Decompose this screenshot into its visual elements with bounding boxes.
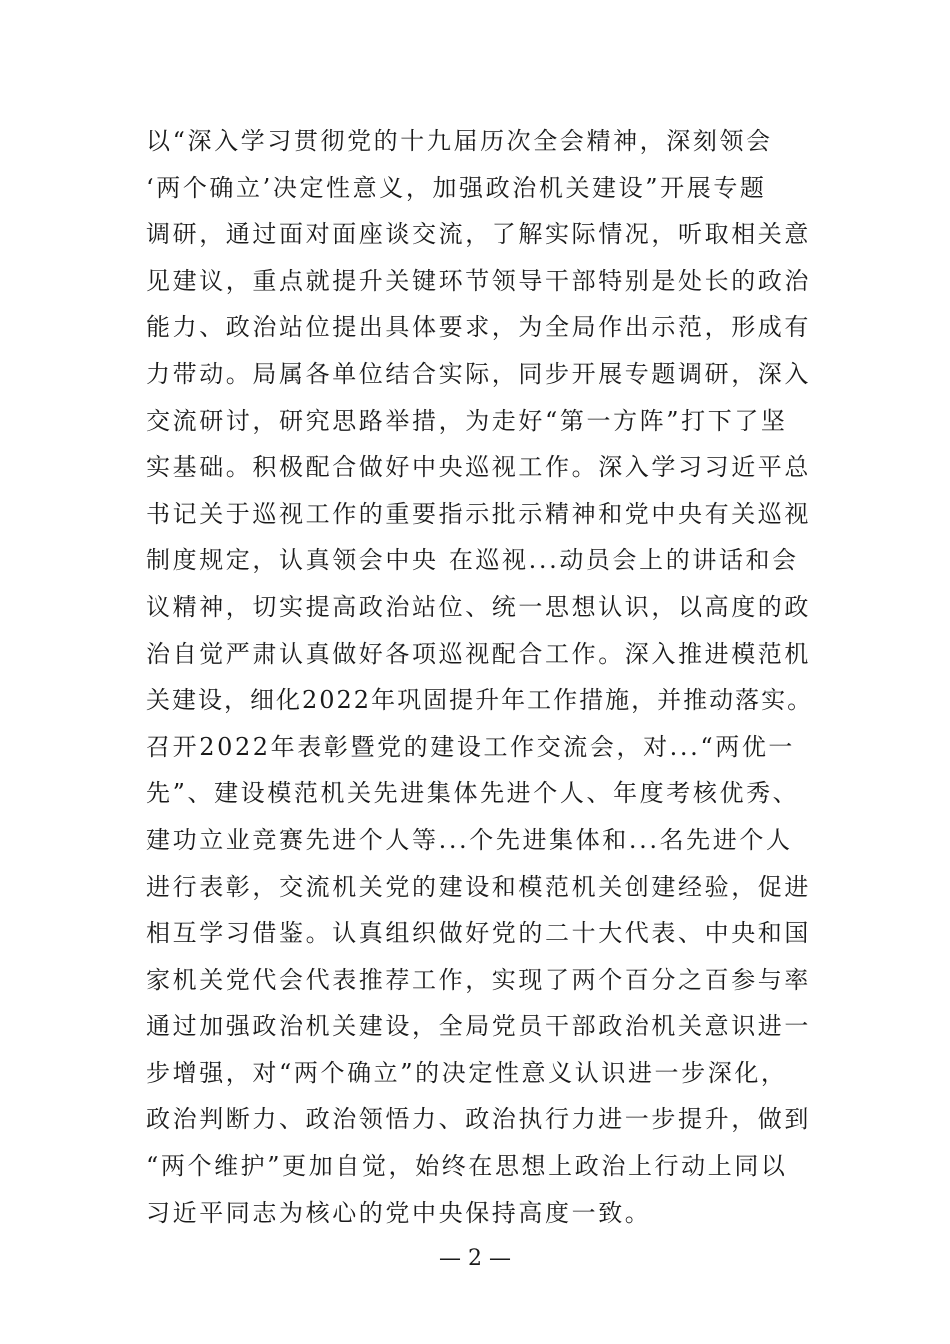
body-text — [146, 118, 816, 1236]
text-line: 交流研讨，研究思路举措，为走好“第一方阵”打下了坚 — [146, 406, 788, 435]
text-line: 书记关于巡视工作的重要指示批示精神和党中央有关巡视 — [146, 499, 811, 528]
text-line: 实基础。积极配合做好中央巡视工作。深入学习习近平总 — [146, 453, 811, 482]
text-line: 力带动。局属各单位结合实际，同步开展专题调研，深入 — [146, 359, 811, 388]
text-line: 关建设，细化2022年巩固提升年工作措施，并推动落实。 — [146, 686, 814, 715]
text-line: 调研，通过面对面座谈交流，了解实际情况，听取相关意 — [146, 220, 811, 249]
text-line: 步增强，对“两个确立”的决定性意义认识进一步深化， — [146, 1058, 788, 1087]
text-line: 政治判断力、政治领悟力、政治执行力进一步提升，做到 — [146, 1105, 811, 1134]
text-line: 以“深入学习贯彻党的十九届历次全会精神，深刻领会 — [146, 127, 773, 155]
text-line: 治自觉严肃认真做好各项巡视配合工作。深入推进模范机 — [146, 639, 811, 668]
text-line: 家机关党代会代表推荐工作，实现了两个百分之百参与率 — [146, 965, 811, 994]
text-line: ‘两个确立’决定性意义，加强政治机关建设”开展专题 — [146, 173, 767, 202]
text-line: 能力、政治站位提出具体要求，为全局作出示范，形成有 — [146, 313, 811, 342]
text-line: 建功立业竞赛先进个人等...个先进集体和...名先进个人 — [146, 825, 793, 854]
text-line: 进行表彰，交流机关党的建设和模范机关创建经验，促进 — [146, 872, 811, 901]
text-line: 相互学习借鉴。认真组织做好党的二十大代表、中央和国 — [146, 919, 811, 948]
text-line: “两个维护”更加自觉，始终在思想上政治上行动上同以 — [146, 1152, 788, 1181]
text-line: 召开2022年表彰暨党的建设工作交流会，对...“两优一 — [146, 732, 796, 761]
text-line: 习近平同志为核心的党中央保持高度一致。 — [146, 1198, 652, 1227]
text-line: 见建议，重点就提升关键环节领导干部特别是处长的政治 — [146, 266, 811, 295]
page-number: — 2 — — [439, 1246, 511, 1271]
text-line: 议精神，切实提高政治站位、统一思想认识，以高度的政 — [146, 592, 811, 621]
text-line: 先”、建设模范机关先进集体先进个人、年度考核优秀、 — [146, 779, 800, 808]
text-line: 通过加强政治机关建设，全局党员干部政治机关意识进一 — [146, 1012, 811, 1041]
text-line: 制度规定，认真领会中央 在巡视...动员会上的讲话和会 — [146, 546, 799, 575]
